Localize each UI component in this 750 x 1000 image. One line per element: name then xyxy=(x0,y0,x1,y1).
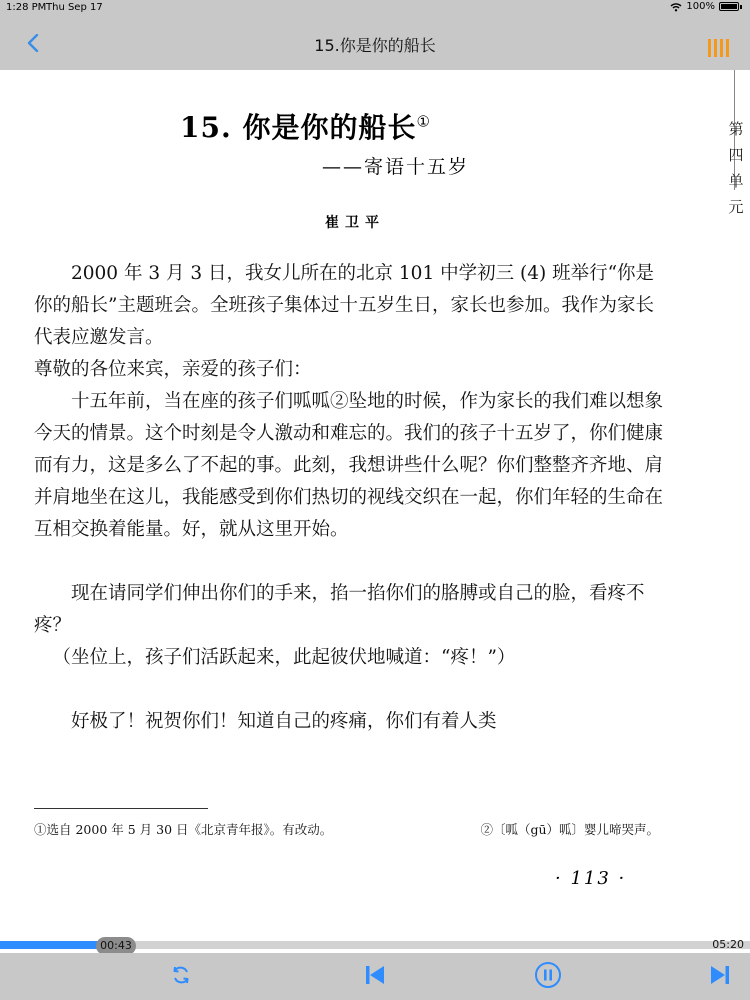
battery-percent: 100% xyxy=(686,1,715,12)
repeat-icon[interactable] xyxy=(169,963,193,987)
battery-tip xyxy=(740,5,742,9)
chapter-subtitle: ——寄语十五岁 xyxy=(322,156,470,178)
footnote-divider xyxy=(34,808,208,809)
chapter-title-text: 15. 你是你的船长 xyxy=(180,111,417,144)
skip-next-icon[interactable] xyxy=(708,963,732,987)
title-footnote-mark: ① xyxy=(416,112,431,131)
status-bar xyxy=(0,0,750,16)
footnotes xyxy=(34,820,659,840)
paragraph: 现在请同学们伸出你们的手来，掐一掐你们的胳膊或自己的脸，看疼不疼？ xyxy=(34,583,645,636)
player-controls xyxy=(0,953,750,1000)
chapter-title xyxy=(180,106,431,146)
author-name: 崔卫平 xyxy=(325,215,385,231)
paragraph: 尊敬的各位来宾，亲爱的孩子们： xyxy=(34,359,312,380)
page-title: 15.你是你的船长 xyxy=(314,36,436,55)
paragraph: 十五年前，当在座的孩子们呱呱②坠地的时候，作为家长的我们难以想象今天的情景。这个时刻是令人激动和难忘的。我们的孩子十五岁了，你们健康而有力，这是多么了不起的事。此刻，我想讲些什么呢？你们整整齐齐地、肩并肩地坐在这儿，我能感受到你们热切的视线交织在一起，你们年轻的生命在互相交换着能量。好，就从这里开始。 xyxy=(34,391,664,540)
elapsed-time-thumb[interactable]: 00:43 xyxy=(96,937,136,955)
status-time: 1:28 PM xyxy=(6,2,47,13)
battery-icon xyxy=(719,2,739,11)
skip-previous-icon[interactable] xyxy=(363,963,387,987)
progress-fill xyxy=(0,941,101,949)
wifi-icon xyxy=(670,2,682,12)
status-date: Thu Sep 17 xyxy=(46,2,103,13)
unit-label: 第四单元 xyxy=(728,120,744,216)
total-duration: 05:20 xyxy=(712,938,744,951)
pause-icon[interactable] xyxy=(534,961,562,989)
footnote-1: ①选自 2000 年 5 月 30 日《北京青年报》。有改动。 xyxy=(34,822,333,837)
paragraph: （坐位上，孩子们活跃起来，此起彼伏地喊道：“疼！”） xyxy=(52,647,516,668)
status-right xyxy=(670,1,742,12)
bars-icon[interactable] xyxy=(708,39,730,57)
page-number: · 113 · xyxy=(555,868,627,889)
nav-bar xyxy=(0,16,750,70)
footnote-2: ②〔呱（gū）呱〕婴儿啼哭声。 xyxy=(480,822,659,837)
paragraph: 2000 年 3 月 3 日，我女儿所在的北京 101 中学初三 (4) 班举行“你是你的船长”主题班会。全班孩子集体过十五岁生日，家长也参加。我作为家长代表应邀发言。 xyxy=(34,263,655,348)
paragraph: 好极了！祝贺你们！知道自己的疼痛，你们有着人类 xyxy=(71,711,497,732)
